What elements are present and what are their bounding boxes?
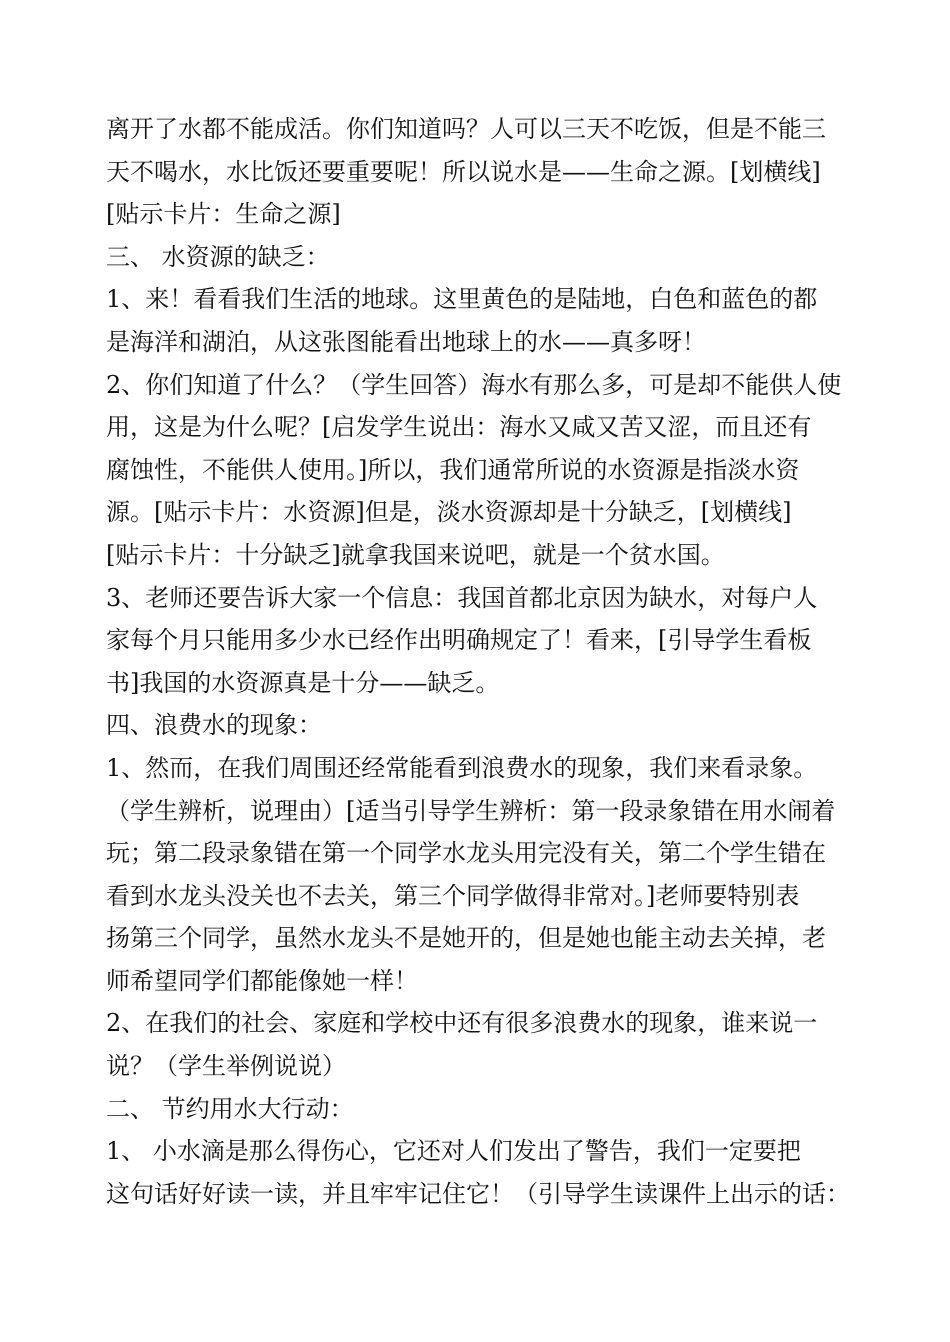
- section-heading: 四、浪费水的现象：: [106, 711, 322, 740]
- text-line: 1、来！看看我们生活的地球。这里黄色的是陆地，白色和蓝色的都: [106, 285, 818, 314]
- text-line: 看到水龙头没关也不去关，第三个同学做得非常对。]老师要特别表: [106, 881, 800, 910]
- text-line: 2、你们知道了什么？（学生回答）海水有那么多，可是却不能供人使: [106, 370, 842, 399]
- body-text: [106, 108, 866, 1215]
- section-heading: 三、 水资源的缺乏：: [106, 242, 330, 271]
- text-line: 书]我国的水资源真是十分——缺乏。: [106, 668, 500, 697]
- text-line: 这句话好好读一读，并且牢牢记住它！（引导学生读课件上出示的话：: [106, 1179, 850, 1208]
- text-line: 扬第三个同学，虽然水龙头不是她开的，但是她也能主动去关掉，老: [106, 924, 826, 953]
- text-line: 用，这是为什么呢？[启发学生说出：海水又咸又苦又涩，而且还有: [106, 413, 812, 442]
- text-line: 说？（学生举例说说）: [106, 1052, 346, 1081]
- text-line: 2、在我们的社会、家庭和学校中还有很多浪费水的现象，谁来说一: [106, 1009, 818, 1038]
- text-line: （学生辨析，说理由）[适当引导学生辨析：第一段录象错在用水闹着: [106, 796, 836, 825]
- text-line: 源。[贴示卡片：水资源]但是，淡水资源却是十分缺乏，[划横线]: [106, 498, 792, 527]
- text-line: 玩；第二段录象错在第一个同学水龙头用完没有关，第二个学生错在: [106, 839, 826, 868]
- text-line: 腐蚀性，不能供人使用。]所以，我们通常所说的水资源是指淡水资: [106, 455, 800, 484]
- text-line: [贴示卡片：十分缺乏]就拿我国来说吧，就是一个贫水国。: [106, 540, 725, 569]
- text-line: 1、 小水滴是那么得伤心，它还对人们发出了警告，我们一定要把: [106, 1137, 801, 1166]
- text-line: 师希望同学们都能像她一样！: [106, 966, 418, 995]
- text-line: 3、老师还要告诉大家一个信息：我国首都北京因为缺水，对每户人: [106, 583, 818, 612]
- text-line: 天不喝水，水比饭还要重要呢！所以说水是——生命之源。[划横线]: [106, 157, 821, 186]
- text-line: 是海洋和湖泊，从这张图能看出地球上的水——真多呀！: [106, 327, 706, 356]
- text-line: 离开了水都不能成活。你们知道吗？人可以三天不吃饭，但是不能三: [106, 115, 826, 143]
- text-line: [贴示卡片：生命之源]: [106, 200, 341, 229]
- text-line: 家每个月只能用多少水已经作出明确规定了！看来，[引导学生看板: [106, 626, 812, 655]
- text-line: 1、然而，在我们周围还经常能看到浪费水的现象，我们来看录象。: [106, 753, 818, 782]
- section-heading: 二、 节约用水大行动：: [106, 1094, 354, 1123]
